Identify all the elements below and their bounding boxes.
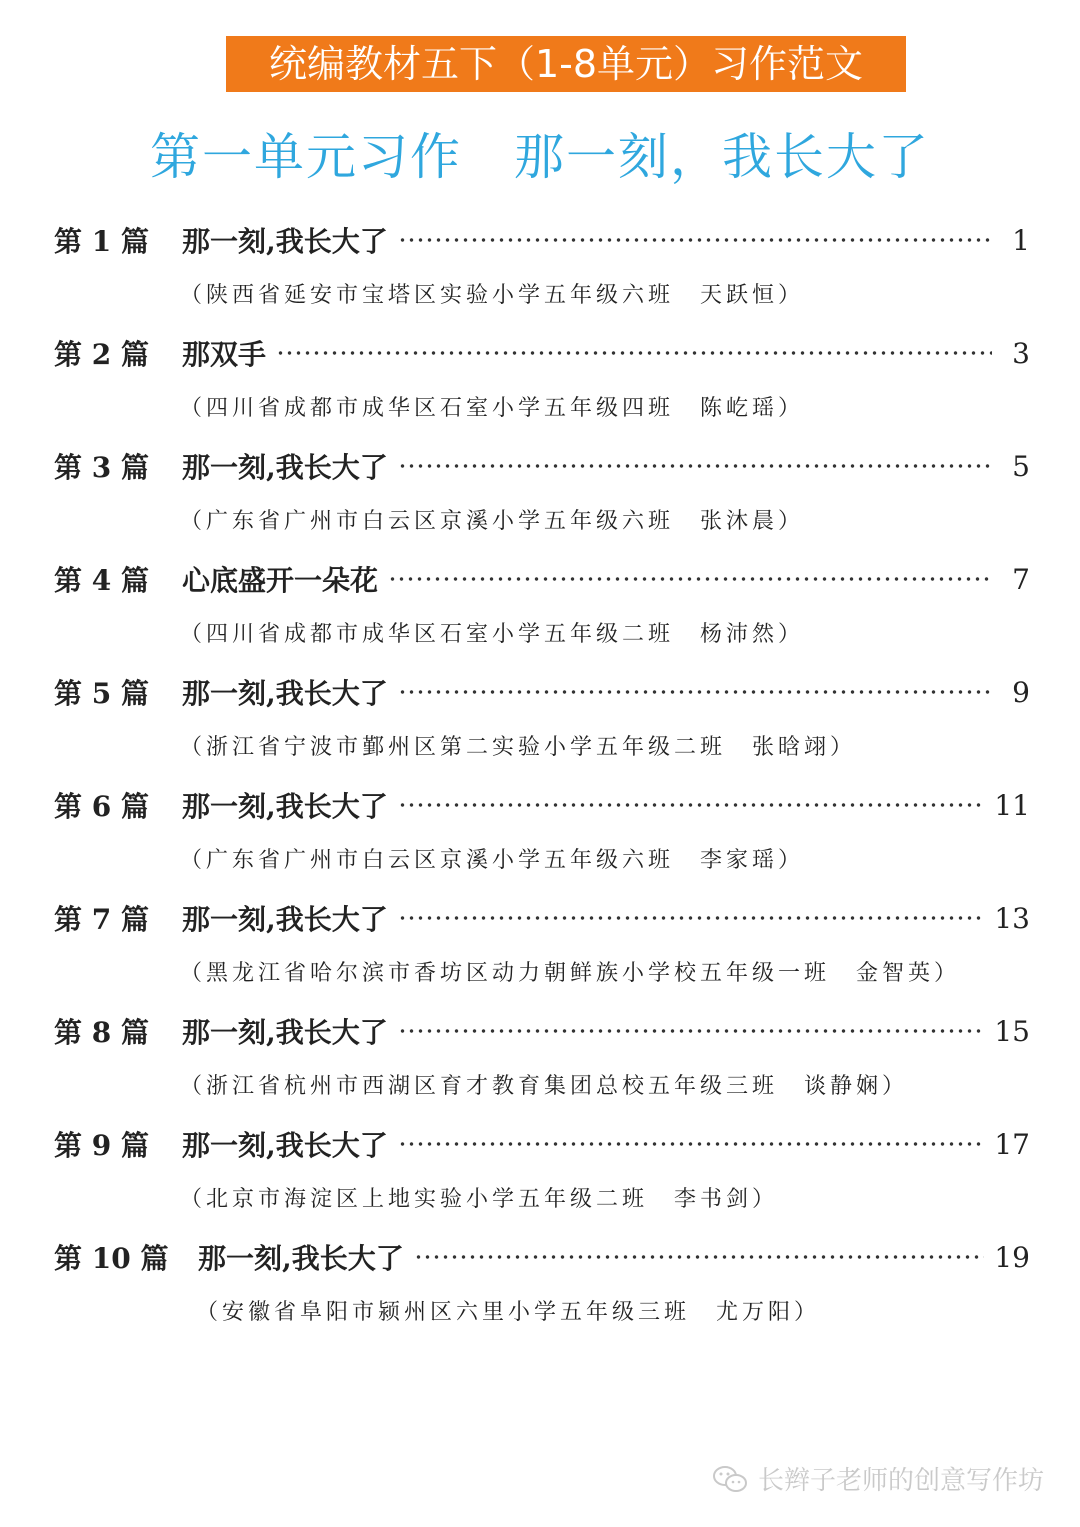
entry-title: 那一刻,我长大了	[182, 903, 388, 936]
entry-number: 第 9 篇	[54, 1129, 149, 1162]
entry-page-number: 17	[994, 1127, 1030, 1161]
entry-title: 那一刻,我长大了	[182, 1129, 388, 1162]
entry-number: 第 3 篇	[54, 451, 149, 484]
entry-author: （四川省成都市成华区石室小学五年级四班 陈屹瑶）	[180, 396, 805, 421]
entry-number: 第 2 篇	[54, 338, 149, 371]
dot-leader	[398, 802, 985, 808]
unit-title: 第一单元习作 那一刻，我长大了	[150, 128, 930, 186]
dot-leader	[398, 1141, 985, 1147]
entry-page-number: 7	[1012, 562, 1030, 596]
dot-leader	[414, 1254, 985, 1260]
entry-title: 那一刻,我长大了	[198, 1242, 404, 1275]
entry-title: 那双手	[182, 338, 267, 371]
toc-entry[interactable]	[0, 212, 1080, 325]
dot-leader	[388, 576, 992, 582]
dot-leader	[276, 350, 992, 356]
dot-leader	[398, 1028, 985, 1034]
toc-entry[interactable]	[0, 664, 1080, 777]
entry-number: 第 4 篇	[54, 564, 149, 597]
entry-title: 那一刻,我长大了	[182, 677, 388, 710]
entry-title: 那一刻,我长大了	[182, 1016, 388, 1049]
wechat-icon	[712, 1464, 748, 1494]
entry-author: （广东省广州市白云区京溪小学五年级六班 张沐晨）	[180, 509, 805, 534]
dot-leader	[398, 689, 992, 695]
entry-title: 那一刻,我长大了	[182, 225, 388, 258]
entry-page-number: 5	[1012, 449, 1030, 483]
entry-page-number: 9	[1012, 675, 1030, 709]
entry-author: （安徽省阜阳市颍州区六里小学五年级三班 尤万阳）	[196, 1300, 821, 1325]
toc-entry[interactable]	[0, 777, 1080, 890]
entry-number: 第 1 篇	[54, 225, 149, 258]
entry-number: 第 6 篇	[54, 790, 149, 823]
table-of-contents	[0, 212, 1080, 1342]
entry-page-number: 13	[994, 901, 1030, 935]
entry-title: 心底盛开一朵花	[182, 564, 379, 597]
entry-author: （陕西省延安市宝塔区实验小学五年级六班 天跃恒）	[180, 283, 805, 308]
entry-author: （四川省成都市成华区石室小学五年级二班 杨沛然）	[180, 622, 805, 647]
watermark-text: 长辫子老师的创意写作坊	[757, 1466, 1044, 1496]
toc-entry[interactable]	[0, 551, 1080, 664]
entry-title: 那一刻,我长大了	[182, 451, 388, 484]
entry-page-number: 11	[994, 788, 1030, 822]
dot-leader	[398, 237, 992, 243]
entry-author: （广东省广州市白云区京溪小学五年级六班 李家瑶）	[180, 848, 805, 873]
dot-leader	[398, 915, 985, 921]
entry-author: （北京市海淀区上地实验小学五年级二班 李书剑）	[180, 1187, 779, 1212]
entry-page-number: 15	[994, 1014, 1030, 1048]
entry-author: （浙江省宁波市鄞州区第二实验小学五年级二班 张晗翊）	[180, 735, 857, 760]
entry-number: 第 7 篇	[54, 903, 149, 936]
toc-entry[interactable]	[0, 325, 1080, 438]
toc-entry[interactable]	[0, 1116, 1080, 1229]
toc-entry[interactable]	[0, 890, 1080, 1003]
entry-number: 第 10 篇	[54, 1242, 169, 1275]
entry-page-number: 1	[1012, 223, 1030, 257]
entry-number: 第 5 篇	[54, 677, 149, 710]
document-banner: 统编教材五下（1-8单元）习作范文	[226, 36, 906, 92]
entry-page-number: 3	[1012, 336, 1030, 370]
entry-author: （浙江省杭州市西湖区育才教育集团总校五年级三班 谈静娴）	[180, 1074, 909, 1099]
toc-entry[interactable]	[0, 438, 1080, 551]
entry-title: 那一刻,我长大了	[182, 790, 388, 823]
dot-leader	[398, 463, 992, 469]
entry-author: （黑龙江省哈尔滨市香坊区动力朝鲜族小学校五年级一班 金智英）	[180, 961, 961, 986]
entry-number: 第 8 篇	[54, 1016, 149, 1049]
entry-page-number: 19	[994, 1240, 1030, 1274]
wechat-watermark	[712, 1460, 1044, 1497]
toc-entry[interactable]	[0, 1003, 1080, 1116]
toc-entry[interactable]	[0, 1229, 1080, 1342]
